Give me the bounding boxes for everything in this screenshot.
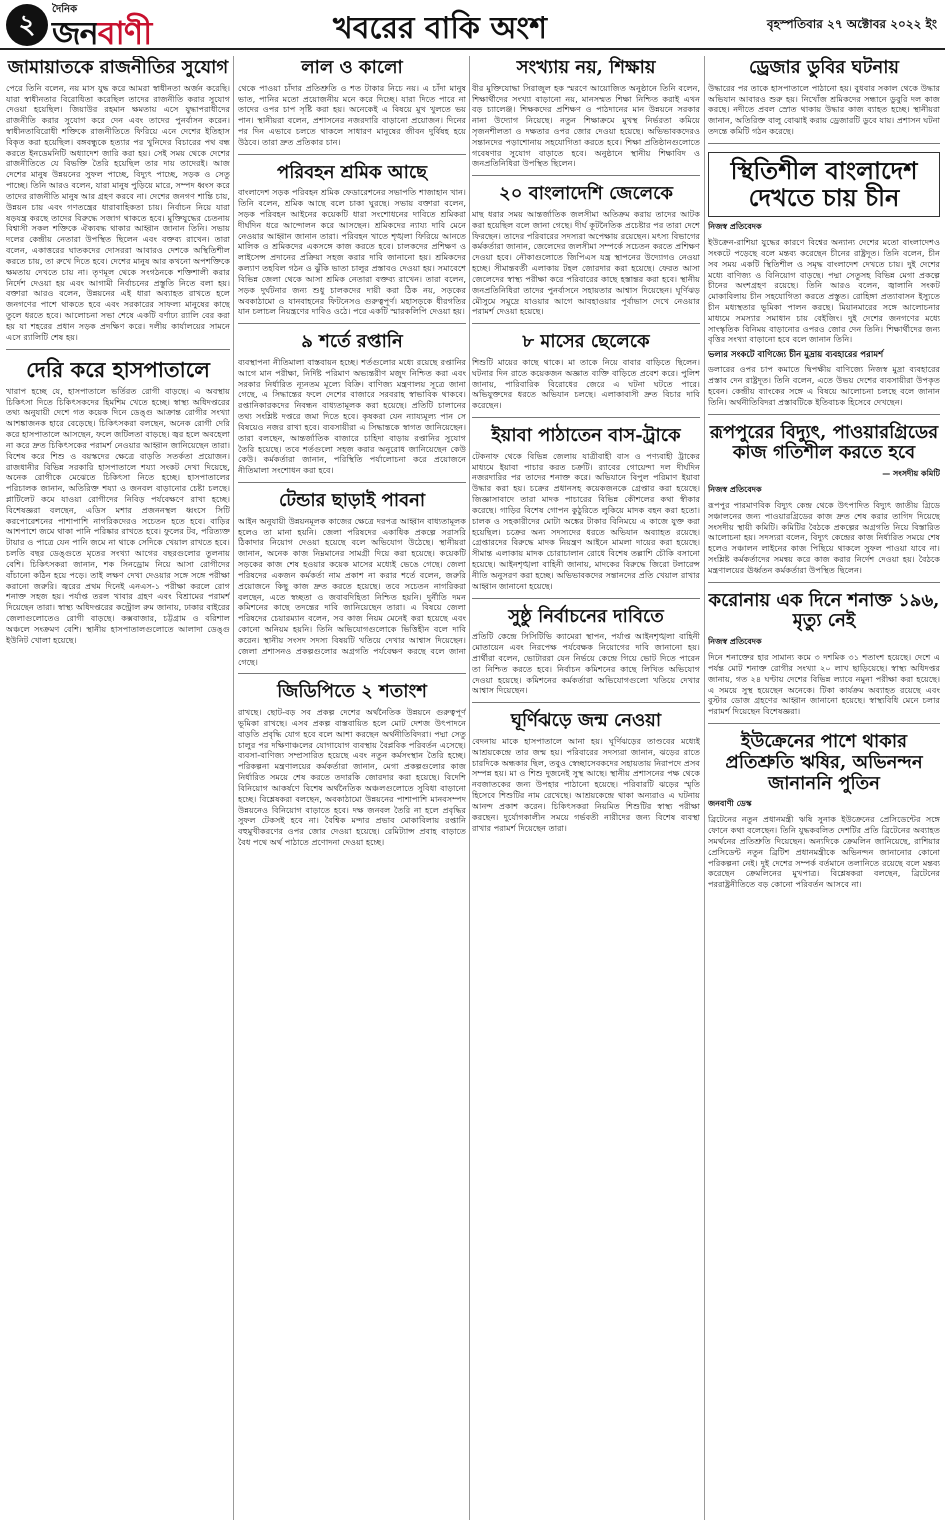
article-education	[472, 58, 700, 176]
article-headline: জামায়াতকে রাজনীতির সুযোগ	[7, 57, 229, 78]
article-body: বেদনায় মাকে হাসপাতালে আনা হয়। ঘূর্ণিঝড়ের তাণ্ডবের মধ্যেই আশ্রয়কেন্দ্রে তার জন্ম হয়। পরিবারের সদস্যরা জানান, ঝড়ের রাতে চারদিকে অন্ধকার ছিল, তবুও স্বেচ্ছাসেবকদের সহায়তায় নিরাপদে প্রসব সম্পন্ন হয়। মা ও শিশু দুজনেই সুস্থ আছে। স্থানীয় প্রশাসনের পক্ষ থেকে নবজাতকের জন্য উপহার পাঠানো হয়েছে। পরিবারটি ঝড়ের স্মৃতি হিসেবে শিশুটির নাম রেখেছে। আশ্রয়কেন্দ্রে থাকা অন্যরাও এ ঘটনায় আনন্দ প্রকাশ করেন। চিকিৎসকরা নিয়মিত শিশুটির স্বাস্থ্য পরীক্ষা করছেন। দুর্যোগকালীন সময়ে গর্ভবতী নারীদের জন্য বিশেষ ব্যবস্থা রাখার পরামর্শ দিয়েছেন তারা।	[472, 735, 700, 833]
article-subhead: ভলার সংকটে বাণিজ্যে চীন মুদ্রায় ব্যবহারের পরামর্শ	[708, 350, 884, 361]
column-divider	[469, 56, 470, 1520]
masthead	[0, 0, 945, 50]
column-4	[708, 56, 940, 1520]
article-body: উদ্ধারের পর তাকে হাসপাতালে পাঠানো হয়। বুধবার সকাল থেকে উদ্ধার অভিযান আবারও শুরু হয়। নিখোঁজ শ্রমিকদের সন্ধানে ডুবুরি দল কাজ করছে। নদীতে প্রবল স্রোত থাকায় উদ্ধার কাজ ব্যাহত হচ্ছে। স্থানীয়রা জানান, অতিরিক্ত বালু বোঝাই করায় ড্রেজারটি ডুবে যায়। প্রশাসন ঘটনা তদন্তে কমিটি গঠন করেছে।	[708, 82, 940, 136]
column-divider	[233, 56, 234, 1520]
logo-wordmark-part2: বাণী	[97, 14, 152, 52]
article-headline: ইউক্রেনের পাশে থাকার প্রতিশ্রুতি ঋষির, অভিনন্দন জানাননি পুতিন	[725, 731, 923, 794]
issue-date: বৃহস্পতিবার ২৭ অক্টোবর ২০২২ ইং	[766, 17, 937, 31]
article-body-continued: ডলারের ওপর চাপ কমাতে দ্বিপক্ষীয় বাণিজ্যে নিজস্ব মুদ্রা ব্যবহারের প্রস্তাব দেন রাষ্ট্রদূত। তিনি বলেন, এতে উভয় দেশের ব্যবসায়ীরা উপকৃত হবেন। কেন্দ্রীয় ব্যাংকের সঙ্গে এ বিষয়ে আলোচনা চলছে বলে জানান তিনি। অর্থনীতিবিদরা প্রস্তাবটিকে ইতিবাচক হিসেবে দেখছেন।	[708, 364, 940, 407]
article-fair-election	[472, 607, 700, 704]
article-headline: ৯ শর্তে রপ্তানি	[301, 331, 403, 353]
article-body: দিনে শনাক্তের হার সামান্য কমে ৩ দশমিক ৩১ শতাংশ হয়েছে। দেশে এ পর্যন্ত মোট শনাক্ত রোগীর সংখ্যা ২০ লাখ ছাড়িয়েছে। স্বাস্থ্য অধিদপ্তর জানায়, গত ২৪ ঘণ্টায় দেশের বিভিন্ন ল্যাবে নমুনা পরীক্ষা করা হয়েছে। এ সময়ে সুস্থ হয়েছেন অনেকে। টিকা কার্যক্রম অব্যাহত রয়েছে এবং বুস্টার ডোজ গ্রহণের আহ্বান জানানো হয়েছে। স্বাস্থ্যবিধি মেনে চলার পরামর্শ দিয়েছেন বিশেষজ্ঞরা।	[708, 652, 940, 717]
article-body: মাছ ধরার সময় আন্তর্জাতিক জলসীমা অতিক্রম করায় তাদের আটক করা হয়েছিল বলে জানা গেছে। দীর্ঘ কূটনৈতিক প্রচেষ্টার পর তারা দেশে ফিরছেন। তাদের পরিবারের সদস্যরা অপেক্ষায় রয়েছেন। মৎস্য বিভাগের কর্মকর্তারা জানান, জেলেদের জলসীমা সম্পর্কে সচেতন করতে প্রশিক্ষণ দেওয়া হবে। নৌকাগুলোতে জিপিএস যন্ত্র স্থাপনের উদ্যোগও নেওয়া হচ্ছে। সীমান্তবর্তী এলাকায় টহল জোরদার করা হয়েছে। ফেরত আসা জেলেদের স্বাস্থ্য পরীক্ষা করে পরিবারের কাছে হস্তান্তর করা হবে। স্থানীয় জনপ্রতিনিধিরা তাদের পুনর্বাসনে সহায়তার আশ্বাস দিয়েছেন। ঘূর্ণিঝড় মৌসুমে সমুদ্রে যাওয়ার আগে আবহাওয়ার পূর্বাভাস দেখে নেওয়ার পরামর্শ দেওয়া হয়েছে।	[472, 209, 700, 317]
logo-wordmark-part1: জন	[52, 14, 98, 52]
article-rooppur	[708, 423, 940, 583]
article-source: — সংসদীয় কমিটি	[882, 468, 940, 478]
article-body: খারাপ হচ্ছে যে, হাসপাতালে ভর্তিরত রোগী বাড়ছে। এ অবস্থায় চিকিৎসা দিতে চিকিৎসকদের হিমশিম খেতে হচ্ছে। স্বাস্থ্য অধিদপ্তরের তথ্য অনুযায়ী দেশে গত কয়েক দিনে ডেঙ্গু আক্রান্ত রোগীর সংখ্যা আশঙ্কাজনক হারে বেড়েছে। চিকিৎসকরা বলছেন, অনেক রোগী দেরি করে হাসপাতালে আসছেন, ফলে জটিলতা বাড়ছে। জ্বর হলে অবহেলা না করে দ্রুত চিকিৎসকের পরামর্শ নেওয়ার আহ্বান জানিয়েছেন তারা। বিশেষ করে শিশু ও বয়স্কদের ক্ষেত্রে বাড়তি সতর্কতা প্রয়োজন। রাজধানীর বিভিন্ন সরকারি হাসপাতালে শয্যা সংকট দেখা দিয়েছে, অনেক রোগীকে মেঝেতে চিকিৎসা নিতে হচ্ছে। হাসপাতালের পরিচালক জানান, অতিরিক্ত শয্যা ও জনবল বাড়ানোর চেষ্টা চলছে। প্লাটিলেট কমে যাওয়া রোগীদের নিবিড় পর্যবেক্ষণে রাখা হচ্ছে। বিশেষজ্ঞরা বলছেন, এডিস মশার প্রজননস্থল ধ্বংসে সিটি করপোরেশনের পাশাপাশি নাগরিকদেরও সচেতন হতে হবে। বাড়ির আশপাশে জমে থাকা পানি পরিষ্কার রাখতে হবে। ফুলের টব, পরিত্যক্ত টায়ার ও পাত্রে যেন পানি জমে না থাকে সেদিকে খেয়াল রাখতে হবে। চলতি বছর ডেঙ্গুতে মৃতের সংখ্যা আগের বছরগুলোর তুলনায় বেশি। চিকিৎসকরা জানান, শক সিনড্রোম নিয়ে আসা রোগীদের বাঁচানো কঠিন হয়ে পড়ে। তাই লক্ষণ দেখা দেওয়ার সঙ্গে সঙ্গে পরীক্ষা করানো জরুরি। জ্বরের প্রথম দিনেই এনএস-১ পরীক্ষা করলে রোগ শনাক্ত সহজ হয়। পর্যাপ্ত তরল খাবার গ্রহণ এবং বিশ্রামের পরামর্শ দিয়েছেন তারা। স্বাস্থ্য অধিদপ্তরের কন্ট্রোল রুম জানায়, ঢাকার বাইরের জেলাগুলোতেও রোগী বাড়ছে। কক্সবাজার, চট্টগ্রাম ও বরিশাল অঞ্চলে সংক্রমণ বেশি। স্থানীয় হাসপাতালগুলোতে আলাদা ডেঙ্গু ইউনিট খোলা হয়েছে।	[6, 385, 230, 645]
article-headline: সংখ্যায় নয়, শিক্ষায়	[516, 57, 656, 78]
article-body: রূপপুর পারমাণবিক বিদ্যুৎ কেন্দ্র থেকে উৎপাদিত বিদ্যুৎ জাতীয় গ্রিডে সঞ্চালনের জন্য পাওয়ারগ্রিডের কাজ দ্রুত শেষ করার তাগিদ দিয়েছে সংসদীয় স্থায়ী কমিটি। কমিটির বৈঠকে প্রকল্পের অগ্রগতি নিয়ে বিস্তারিত আলোচনা হয়। সদস্যরা বলেন, বিদ্যুৎ কেন্দ্রের কাজ নির্ধারিত সময়ে শেষ হলেও সঞ্চালন লাইনের কাজ পিছিয়ে থাকলে সুফল পাওয়া যাবে না। সংশ্লিষ্ট কর্মকর্তাদের সমন্বয় করে কাজ করার নির্দেশ দেওয়া হয়। বৈঠকে মন্ত্রণালয়ের ঊর্ধ্বতন কর্মকর্তারা উপস্থিত ছিলেন।	[708, 499, 940, 575]
article-hospital	[6, 358, 230, 652]
column-3	[472, 56, 700, 1520]
article-export-conditions	[238, 332, 466, 483]
article-transport-workers	[238, 163, 466, 325]
article-eight-month-boy	[472, 332, 700, 418]
article-headline: করোনায় এক দিনে শনাক্ত ১৯৬, মৃত্যু নেই	[708, 589, 940, 632]
article-body: বীর মুক্তিযোদ্ধা সিরাজুল হক স্মরণে আয়োজিত অনুষ্ঠানে তিনি বলেন, শিক্ষার্থীদের সংখ্যা বাড়ানো নয়, মানসম্মত শিক্ষা নিশ্চিত করাই এখন বড় চ্যালেঞ্জ। শিক্ষকদের প্রশিক্ষণ ও পাঠদানের মান উন্নয়নে সরকার নানা উদ্যোগ নিয়েছে। নতুন শিক্ষাক্রমে মুখস্থ নির্ভরতা কমিয়ে সৃজনশীলতা ও দক্ষতার ওপর জোর দেওয়া হয়েছে। অভিভাবকদেরও সন্তানদের পড়াশোনায় সহযোগিতা করতে হবে। শিক্ষা প্রতিষ্ঠানগুলোতে গবেষণার সুযোগ বাড়াতে হবে। অনুষ্ঠানে স্থানীয় শিক্ষাবিদ ও জনপ্রতিনিধিরা উপস্থিত ছিলেন।	[472, 82, 700, 169]
article-body: রাখছে। ছোট-বড় সব প্রকল্প দেশের অর্থনৈতিক উন্নয়নে গুরুত্বপূর্ণ ভূমিকা রাখছে। এসব প্রকল্প বাস্তবায়িত হলে মোট দেশজ উৎপাদনে বাড়তি প্রবৃদ্ধি যোগ হবে বলে আশা করছেন অর্থনীতিবিদরা। পদ্মা সেতু চালুর পর দক্ষিণাঞ্চলের যোগাযোগ ব্যবস্থায় বৈপ্লবিক পরিবর্তন এসেছে। ব্যবসা-বাণিজ্য সম্প্রসারিত হয়েছে এবং নতুন কর্মসংস্থান তৈরি হচ্ছে। পরিকল্পনা মন্ত্রণালয়ের কর্মকর্তারা জানান, মেগা প্রকল্পগুলোর কাজ নির্ধারিত সময়ে শেষ করতে তদারকি জোরদার করা হয়েছে। বিদেশি বিনিয়োগ আকর্ষণে বিশেষ অর্থনৈতিক অঞ্চলগুলোতে সুবিধা বাড়ানো হচ্ছে। বিশ্লেষকরা বলছেন, অবকাঠামো উন্নয়নের পাশাপাশি মানবসম্পদ উন্নয়নেও বিনিয়োগ বাড়াতে হবে। দক্ষ জনবল তৈরি না হলে প্রবৃদ্ধির সুফল টেকসই হবে না। বৈশ্বিক মন্দার প্রভাব মোকাবিলায় রপ্তানি বহুমুখীকরণের ওপর জোর দেওয়া হয়েছে। রেমিট্যান্স প্রবাহ বাড়াতে বৈধ পথে অর্থ পাঠাতে প্রণোদনা দেওয়া হচ্ছে।	[238, 707, 466, 847]
article-yaba-smuggling	[472, 426, 700, 598]
logo-wordmark	[52, 8, 151, 62]
section-title: খবরের বাকি অংশ	[333, 11, 547, 46]
article-headline: পরিবহন শ্রমিক আছে	[277, 161, 427, 183]
newspaper-logo	[50, 2, 250, 52]
article-body: বাংলাদেশ সড়ক পরিবহন শ্রমিক ফেডারেশনের সভাপতি শাজাহান খান। তিনি বলেন, শ্রমিক আছে বলে চাকা ঘুরছে। সভায় বক্তারা বলেন, সড়ক পরিবহন আইনের কয়েকটি ধারা সংশোধনের দাবিতে শ্রমিকরা দীর্ঘদিন ধরে আন্দোলন করে আসছেন। শ্রমিকদের ন্যায্য দাবি মেনে নেওয়ার আহ্বান জানান তারা। পরিবহন খাতে শৃঙ্খলা ফিরিয়ে আনতে মালিক ও শ্রমিকদের একসঙ্গে কাজ করতে হবে। চালকদের প্রশিক্ষণ ও লাইসেন্স প্রদানের প্রক্রিয়া সহজ করার দাবি জানানো হয়। শ্রমিকদের কল্যাণ তহবিল গঠন ও ঝুঁকি ভাতা চালুর প্রস্তাবও দেওয়া হয়। সমাবেশে বিভিন্ন জেলা থেকে আসা শ্রমিক নেতারা বক্তব্য রাখেন। তারা বলেন, সড়ক দুর্ঘটনার জন্য শুধু চালকদের দায়ী করা ঠিক নয়, সড়কের অবকাঠামো ও যানবাহনের ফিটনেসও গুরুত্বপূর্ণ। মহাসড়কে ধীরগতির যান চলাচল নিয়ন্ত্রণের দাবিও ওঠে। পরে একটি স্মারকলিপি দেওয়া হয়।	[238, 187, 466, 317]
article-china	[708, 152, 940, 415]
article-headline: রূপপুরের বিদ্যুৎ, পাওয়ারগ্রিডের কাজ গতিশীল করতে হবে	[709, 421, 939, 464]
article-fishermen	[472, 184, 700, 324]
article-headline: জিডিপিতে ২ শতাংশ	[277, 681, 427, 703]
article-byline: নিজস্ব প্রতিবেদক	[708, 484, 762, 494]
article-headline: দেরি করে হাসপাতালে	[26, 356, 210, 382]
article-headline: ২০ বাংলাদেশি জেলেকে	[499, 183, 673, 205]
page-number: ২	[6, 4, 48, 46]
article-byline: নিজস্ব প্রতিবেদক	[708, 637, 762, 647]
article-jamaat	[6, 58, 230, 350]
column-divider	[704, 56, 705, 1520]
article-headline: টেন্ডার ছাড়াই পাবনা	[278, 490, 426, 512]
article-gdp	[238, 682, 466, 853]
article-covid	[708, 591, 940, 724]
article-headline: লাল ও কালো	[301, 57, 403, 78]
article-body: প্রতিটি কেন্দ্রে সিসিটিভি ক্যামেরা স্থাপন, পর্যাপ্ত আইনশৃঙ্খলা বাহিনী মোতায়েন এবং নিরপেক্ষ পর্যবেক্ষক নিয়োগের দাবি জানানো হয়। প্রার্থীরা বলেন, ভোটাররা যেন নির্ভয়ে কেন্দ্রে গিয়ে ভোট দিতে পারেন তা নিশ্চিত করতে হবে। নির্বাচন কমিশনের কাছে লিখিত অভিযোগ দেওয়া হয়েছে। কমিশনের কর্মকর্তারা অভিযোগগুলো খতিয়ে দেখার আশ্বাস দিয়েছেন।	[472, 631, 700, 696]
article-headline: ড্রেজার ডুবির ঘটনায়	[748, 57, 900, 78]
article-body: পেরে তিনি বলেন, নয় মাস যুদ্ধ করে আমরা স্বাধীনতা অর্জন করেছি। যারা স্বাধীনতার বিরোধিতা করেছিল তাদের রাজনীতি করার সুযোগ দেওয়া হয়েছিল। জিয়াউর রহমান ক্ষমতায় এসে যুদ্ধাপরাধীদের রাজনীতি করার সুযোগ করে দেন এবং তাদের পুনর্বাসন করেন। স্বাধীনতাবিরোধী শক্তিকে রাজনীতিতে ফিরিয়ে এনে দেশের ইতিহাস বিকৃত করা হয়েছিল। বঙ্গবন্ধুকে হত্যার পর খুনিদের বিচারের পথ বন্ধ করতে ইনডেমনিটি অধ্যাদেশ জারি করা হয়। সেই সময় থেকে দেশের রাজনীতিতে যে বিভক্তি তৈরি হয়েছিল তার দায় তাদেরই। আজ দেশের মানুষ উন্নয়নের সুফল পাচ্ছে, বিদ্যুৎ পাচ্ছে, সড়ক ও সেতু পাচ্ছে। তিনি আরও বলেন, যারা মানুষ পুড়িয়ে মারে, সম্পদ ধ্বংস করে তাদের রাজনীতি মানুষ আর গ্রহণ করবে না। দেশের জনগণ শান্তি চায়, উন্নয়ন চায় এবং গণতন্ত্রের ধারাবাহিকতা চায়। নির্বাচন নিয়ে যারা ষড়যন্ত্র করছে তাদের বিরুদ্ধে সজাগ থাকতে হবে। মুক্তিযুদ্ধের চেতনায় বিশ্বাসী সকল শক্তিকে ঐক্যবদ্ধ থাকার আহ্বান জানান তিনি। সভায় দলের কেন্দ্রীয় নেতারা উপস্থিত ছিলেন এবং বক্তব্য রাখেন। তারা বলেন, একাত্তরের ঘাতকদের দোসররা আবারও দেশকে অস্থিতিশীল করতে চায়, তা রুখে দিতে হবে। দেশের মানুষ আর কখনো অপশক্তিকে ক্ষমতায় দেখতে চায় না। তৃণমূল থেকে সংগঠনকে শক্তিশালী করার নির্দেশ দেওয়া হয় এবং আগামী নির্বাচনের প্রস্তুতি নিতে বলা হয়। বক্তারা আরও বলেন, উন্নয়নের এই ধারা অব্যাহত রাখতে হলে জনগণের পাশে থাকতে হবে এবং সরকারের সাফল্য মানুষের কাছে তুলে ধরতে হবে। আলোচনা সভা শেষে একটি বর্ণাঢ্য র‍্যালি বের করা হয় যা শহরের প্রধান সড়ক প্রদক্ষিণ করে। দলীয় কার্যালয়ের সামনে এসে র‍্যালিটি শেষ হয়।	[6, 82, 230, 342]
article-red-black	[238, 58, 466, 155]
article-body: ব্যবস্থাপনা নীতিমালা বাস্তবায়ন হচ্ছে। শর্তগুলোর মধ্যে রয়েছে রপ্তানির আগে মান পরীক্ষা, নির্দিষ্ট পরিমাণ অভ্যন্তরীণ মজুদ নিশ্চিত করা এবং সরকার নির্ধারিত ন্যূনতম মূল্যে বিক্রি। বাণিজ্য মন্ত্রণালয় সূত্রে জানা গেছে, এ সিদ্ধান্তের ফলে দেশের বাজারে সরবরাহ স্বাভাবিক থাকবে। রপ্তানিকারকদের নিবন্ধন বাধ্যতামূলক করা হয়েছে। প্রতিটি চালানের তথ্য সংশ্লিষ্ট দপ্তরে জমা দিতে হবে। কৃষকরা যেন ন্যায্যমূল্য পান সে বিষয়েও নজর রাখা হবে। ব্যবসায়ীরা এ সিদ্ধান্তকে স্বাগত জানিয়েছেন। তারা বলছেন, আন্তর্জাতিক বাজারে চাহিদা বাড়ায় রপ্তানির সুযোগ তৈরি হয়েছে। তবে শর্তগুলো সহজ করার অনুরোধ জানিয়েছেন কেউ কেউ। কর্মকর্তারা জানান, পরিস্থিতি পর্যালোচনা করে প্রয়োজনে নীতিমালা সংশোধন করা হবে।	[238, 356, 466, 476]
article-rishi-ukraine	[708, 732, 940, 896]
article-byline: নিজস্ব প্রতিবেদক	[708, 222, 762, 232]
article-body: টেকনাফ থেকে বিভিন্ন জেলায় যাত্রীবাহী বাস ও পণ্যবাহী ট্রাকের মাধ্যমে ইয়াবা পাচার করত চক্রটি। র‍্যাবের গোয়েন্দা দল দীর্ঘদিন নজরদারির পর তাদের শনাক্ত করে। অভিযানে বিপুল পরিমাণ ইয়াবা উদ্ধার করা হয়। চক্রের প্রধানসহ কয়েকজনকে গ্রেপ্তার করা হয়েছে। জিজ্ঞাসাবাদে তারা মাদক পাচারের বিভিন্ন কৌশলের কথা স্বীকার করেছে। গাড়ির বিশেষ গোপন কুঠুরিতে লুকিয়ে মাদক বহন করা হতো। চালক ও সহকারীদের মোটা অঙ্কের টাকার বিনিময়ে এ কাজে যুক্ত করা হয়েছিল। চক্রের অন্য সদস্যদের ধরতে অভিযান অব্যাহত রয়েছে। গ্রেপ্তারদের বিরুদ্ধে মাদক নিয়ন্ত্রণ আইনে মামলা দায়ের করা হয়েছে। সীমান্ত এলাকায় মাদক চোরাচালান রোধে বিশেষ তল্লাশি চৌকি বসানো হয়েছে। আইনশৃঙ্খলা বাহিনী জানায়, মাদকের বিরুদ্ধে জিরো টলারেন্স নীতি অনুসরণ করা হচ্ছে। অভিভাবকদের সন্তানদের প্রতি খেয়াল রাখার আহ্বান জানানো হয়েছে।	[472, 450, 700, 591]
article-headline: ৮ মাসের ছেলেকে	[522, 331, 650, 353]
article-headline: ঘূর্ণিঝড়ে জন্ম নেওয়া	[510, 710, 662, 732]
article-body: থেকে পাওয়া চাঁদার প্রতিশ্রুতি ও শত টাকার নিচে নয়। এ চাঁদা মানুষ ভাত, পানির মতো প্রয়োজনীয় মনে করে দিচ্ছে। যারা দিতে পারে না তাদের ওপর চাপ সৃষ্টি করা হয়। অনেকেই এ বিষয়ে মুখ খুলতে ভয় পান। স্থানীয়রা বলেন, প্রশাসনের নজরদারি বাড়ানো প্রয়োজন। দিনের পর দিন এভাবে চলতে থাকলে সাধারণ মানুষের জীবন দুর্বিষহ হয়ে উঠবে। তারা দ্রুত প্রতিকার চান।	[238, 82, 466, 147]
article-body: আইন অনুযায়ী উন্নয়নমূলক কাজের ক্ষেত্রে দরপত্র আহ্বান বাধ্যতামূলক হলেও তা মানা হয়নি। জেলা পরিষদের একাধিক প্রকল্পে সরাসরি ঠিকাদার নিয়োগ দেওয়া হয়েছে বলে অভিযোগ উঠেছে। স্থানীয়রা জানান, অনেক কাজ নিম্নমানের সামগ্রী দিয়ে করা হয়েছে। কয়েকটি সড়কের কাজ শেষ হওয়ার কয়েক মাসের মধ্যেই ভেঙে গেছে। জেলা পরিষদের একজন কর্মকর্তা নাম প্রকাশ না করার শর্তে বলেন, জরুরি প্রয়োজনে কিছু কাজ দ্রুত করতে হয়েছে। তবে সচেতন নাগরিকরা বলছেন, এতে স্বচ্ছতা ও জবাবদিহিতা নিশ্চিত হয়নি। দুর্নীতি দমন কমিশনের কাছে তদন্তের দাবি জানিয়েছেন তারা। এ বিষয়ে জেলা পরিষদের চেয়ারম্যান বলেন, সব কাজ নিয়ম মেনেই করা হয়েছে এবং কোনো অনিয়ম হয়নি। তিনি অভিযোগগুলোকে ভিত্তিহীন বলে দাবি করেন। স্থানীয় সংসদ সদস্য বিষয়টি খতিয়ে দেখার আশ্বাস দিয়েছেন। জেলা প্রশাসনও প্রকল্পগুলোর অগ্রগতি পর্যবেক্ষণ করছে বলে জানা গেছে।	[238, 515, 466, 667]
article-body: ব্রিটেনের নতুন প্রধানমন্ত্রী ঋষি সুনাক ইউক্রেনের প্রেসিডেন্টের সঙ্গে ফোনে কথা বলেছেন। তিনি যুদ্ধকবলিত দেশটির প্রতি ব্রিটেনের অব্যাহত সমর্থনের প্রতিশ্রুতি দিয়েছেন। অন্যদিকে ক্রেমলিন জানিয়েছে, রাশিয়ার প্রেসিডেন্ট নতুন ব্রিটিশ প্রধানমন্ত্রীকে অভিনন্দন জানানোর কোনো পরিকল্পনা নেই। দুই দেশের সম্পর্ক বর্তমানে তলানিতে রয়েছে বলে মন্তব্য করেছেন ক্রেমলিনের মুখপাত্র। বিশ্লেষকরা বলছেন, ব্রিটেনের পররাষ্ট্রনীতিতে বড় কোনো পরিবর্তন আসবে না।	[708, 814, 940, 890]
article-body: ইউক্রেন-রাশিয়া যুদ্ধের কারণে বিশ্বের অন্যান্য দেশের মতো বাংলাদেশও সংকটে পড়েছে বলে মন্তব্য করেছেন চীনের রাষ্ট্রদূত। তিনি বলেন, চীন সব সময় একটি স্থিতিশীল ও সমৃদ্ধ বাংলাদেশ দেখতে চায়। দুই দেশের মধ্যে বাণিজ্য ও বিনিয়োগ বাড়ছে। পদ্মা সেতুসহ বিভিন্ন মেগা প্রকল্পে চীনের অংশগ্রহণ রয়েছে। তিনি আরও বলেন, জ্বালানি সংকট মোকাবিলায় চীন সহযোগিতা করতে প্রস্তুত। রোহিঙ্গা প্রত্যাবাসন ইস্যুতে চীন মধ্যস্থতার ভূমিকা পালন করছে। মিয়ানমারের সঙ্গে আলোচনার মাধ্যমে সমস্যার সমাধান চায় বেইজিং। দুই দেশের জনগণের মধ্যে সাংস্কৃতিক বিনিময় বাড়ানোর ওপরও জোর দেন তিনি। শিক্ষার্থীদের জন্য বৃত্তির সংখ্যা বাড়ানো হবে বলে জানান তিনি।	[708, 237, 940, 345]
article-headline: স্থিতিশীল বাংলাদেশ দেখতে চায় চীন	[708, 152, 940, 217]
article-dredger	[708, 58, 940, 144]
logo-prefix: দৈনিক	[52, 4, 78, 15]
article-body: শিশুটি মায়ের কাছে থাকে। মা তাকে নিয়ে বাবার বাড়িতে ছিলেন। ঘটনার দিন রাতে কয়েকজন অজ্ঞাত ব্যক্তি বাড়িতে প্রবেশ করে। পুলিশ জানায়, পারিবারিক বিরোধের জেরে এ ঘটনা ঘটতে পারে। অভিযুক্তদের ধরতে অভিযান চলছে। এলাকাবাসী দ্রুত বিচার দাবি করেছেন।	[472, 356, 700, 411]
column-1	[6, 56, 230, 1520]
column-2	[238, 56, 466, 1520]
article-cyclone-birth	[472, 711, 700, 839]
article-headline: সুষ্ঠু নির্বাচনের দাবিতে	[508, 605, 664, 627]
article-tender-pabna	[238, 491, 466, 674]
article-headline: ইয়াবা পাঠাতেন বাস-ট্রাকে	[491, 425, 681, 447]
article-byline: জনবাণী ডেস্ক	[708, 799, 752, 809]
